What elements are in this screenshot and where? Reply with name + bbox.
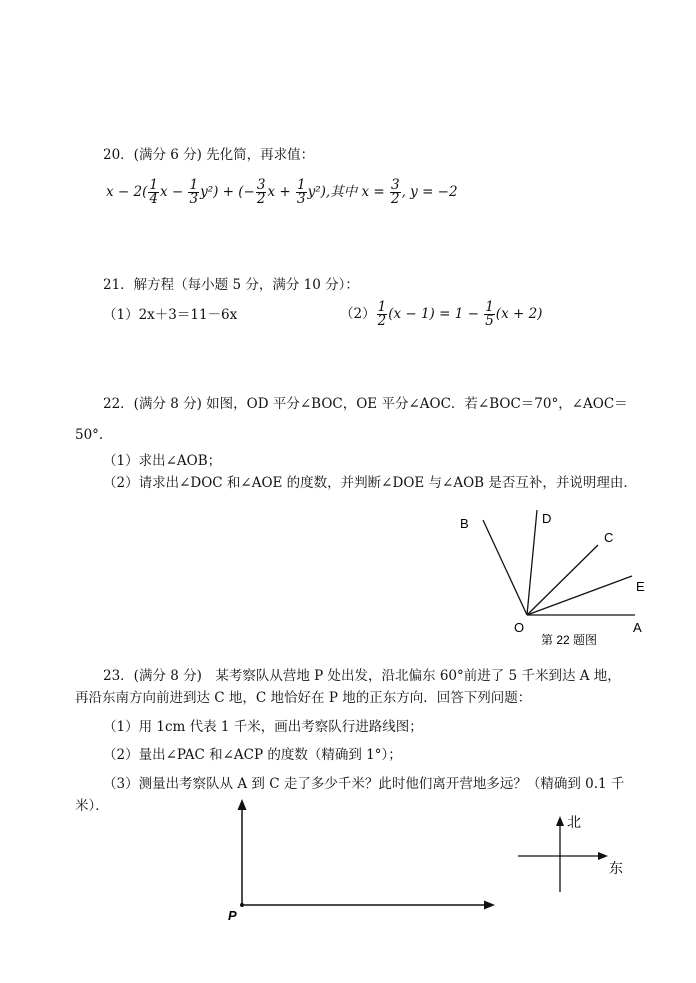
label-e: E	[636, 579, 645, 594]
q23-axes	[220, 795, 510, 930]
q22-title: 22．(满分 8 分) 如图，OD 平分∠BOC，OE 平分∠AOC．若∠BOC＝70°，∠AOC＝	[103, 396, 628, 412]
q20-title: 20．(满分 6 分) 先化简，再求值：	[103, 147, 315, 163]
label-b: B	[460, 516, 469, 531]
compass	[512, 810, 632, 900]
q21-part1: （1）2x＋3＝11－6x	[103, 307, 238, 323]
compass-north-label: 北	[567, 814, 581, 830]
q20-expression: x − 2( $\frac{1}{4}$ x − $\frac{1}{3}$ y²) + (− $\frac{3}{2}$ x + $\frac{1}{3}$ y²),其中 x = $\frac{3}{2}$ , y = −2	[106, 177, 458, 207]
label-o: O	[514, 620, 525, 635]
label-c: C	[604, 530, 614, 545]
ray-oe	[527, 576, 632, 615]
q22-part1: （1）求出∠AOB；	[103, 453, 222, 469]
east-arrow-icon	[484, 901, 495, 910]
q21-title: 21．解方程（每小题 5 分，满分 10 分）：	[103, 277, 359, 293]
q23-part2: （2）量出∠PAC 和∠ACP 的度数（精确到 1°）；	[103, 747, 402, 763]
q23-part1: （1）用 1cm 代表 1 千米，画出考察队行进路线图；	[103, 719, 423, 735]
compass-east-arrow-icon	[598, 852, 608, 860]
q22-angle-figure	[440, 500, 660, 650]
q21-part2: （2） $\frac{1}{2}$ (x − 1) = 1 − $\frac{1}{5}$ (x + 2)	[340, 299, 543, 329]
label-p: P	[228, 908, 237, 923]
q23-part3-cont: 米）．	[75, 798, 109, 814]
compass-east-label: 东	[609, 860, 623, 876]
figure-caption: 第 22 题图	[541, 633, 598, 647]
label-a: A	[633, 620, 642, 635]
q22-part2: （2）请求出∠DOC 和∠AOE 的度数，并判断∠DOE 与∠AOB 是否互补，并说明理由．	[103, 475, 637, 491]
ray-ob	[483, 520, 527, 615]
point-p	[240, 903, 244, 907]
north-arrow-icon	[238, 799, 247, 810]
label-d: D	[542, 511, 552, 526]
ray-od	[527, 510, 537, 615]
q22-title-cont: 50°.	[75, 427, 104, 443]
ray-oc	[527, 545, 598, 615]
q23-part3: （3）测量出考察队从 A 到 C 走了多少千米？此时他们离开营地多远？（精确到 0.1 千	[103, 776, 625, 792]
q23-title: 23．(满分 8 分) 某考察队从营地 P 处出发，沿北偏东 60°前进了 5 千米到达 A 地，	[103, 668, 621, 684]
q23-title-cont: 再沿东南方向前进到达 C 地，C 地恰好在 P 地的正东方向．回答下列问题：	[75, 690, 532, 706]
compass-north-arrow-icon	[556, 816, 564, 826]
